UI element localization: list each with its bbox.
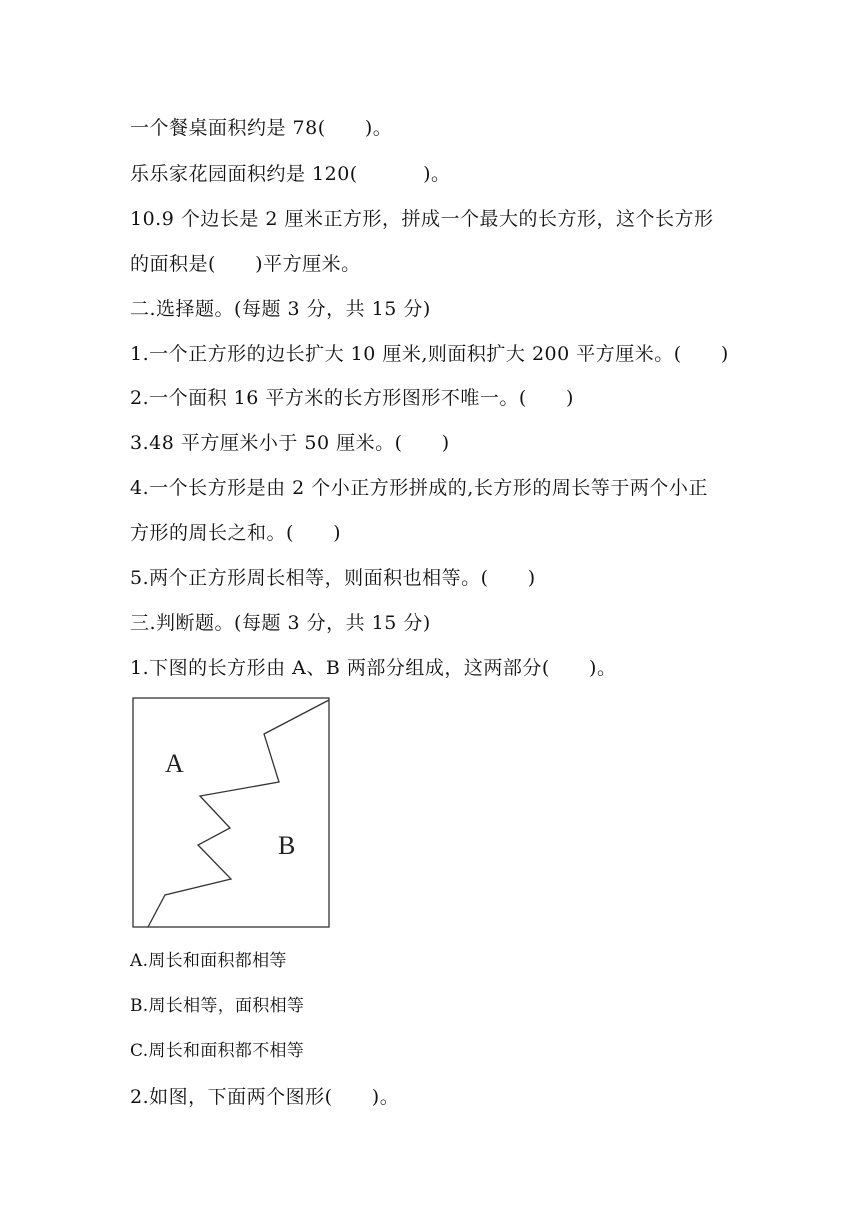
- fill-blank-garden-area: 乐乐家花园面积约是 120( )。: [130, 163, 451, 185]
- fill-blank-table-area: 一个餐桌面积约是 78( )。: [130, 117, 393, 139]
- option-b: B.周长相等，面积相等: [130, 996, 305, 1016]
- section-2-item-4-line-1: 4.一个长方形是由 2 个小正方形拼成的,长方形的周长等于两个小正: [130, 477, 708, 499]
- section-2-heading: 二.选择题。(每题 3 分，共 15 分): [130, 298, 431, 320]
- figure-label-b: B: [278, 831, 296, 860]
- question-10-line-1: 10.9 个边长是 2 厘米正方形，拼成一个最大的长方形，这个长方形: [130, 208, 714, 230]
- option-a: A.周长和面积都相等: [130, 951, 287, 971]
- section-3-heading: 三.判断题。(每题 3 分，共 15 分): [130, 612, 431, 634]
- question-10-line-2: 的面积是( )平方厘米。: [130, 253, 361, 275]
- section-2-item-5: 5.两个正方形周长相等，则面积也相等。( ): [130, 567, 536, 589]
- option-c: C.周长和面积都不相等: [130, 1041, 305, 1061]
- rectangle-split-figure: [130, 696, 332, 932]
- section-2-item-2: 2.一个面积 16 平方米的长方形图形不唯一。( ): [130, 387, 574, 409]
- section-2-item-4-line-2: 方形的周长之和。( ): [130, 522, 342, 544]
- figure-label-a: A: [165, 749, 184, 778]
- section-3-item-1: 1.下图的长方形由 A、B 两部分组成，这两部分( )。: [130, 657, 617, 679]
- section-3-item-2: 2.如图，下面两个图形( )。: [130, 1086, 400, 1108]
- section-2-item-1: 1.一个正方形的边长扩大 10 厘米,则面积扩大 200 平方厘米。( ): [130, 343, 729, 365]
- section-2-item-3: 3.48 平方厘米小于 50 厘米。( ): [130, 432, 450, 454]
- figure-outer-rectangle: [133, 698, 329, 927]
- figure-dividing-zigzag-line: [148, 700, 329, 927]
